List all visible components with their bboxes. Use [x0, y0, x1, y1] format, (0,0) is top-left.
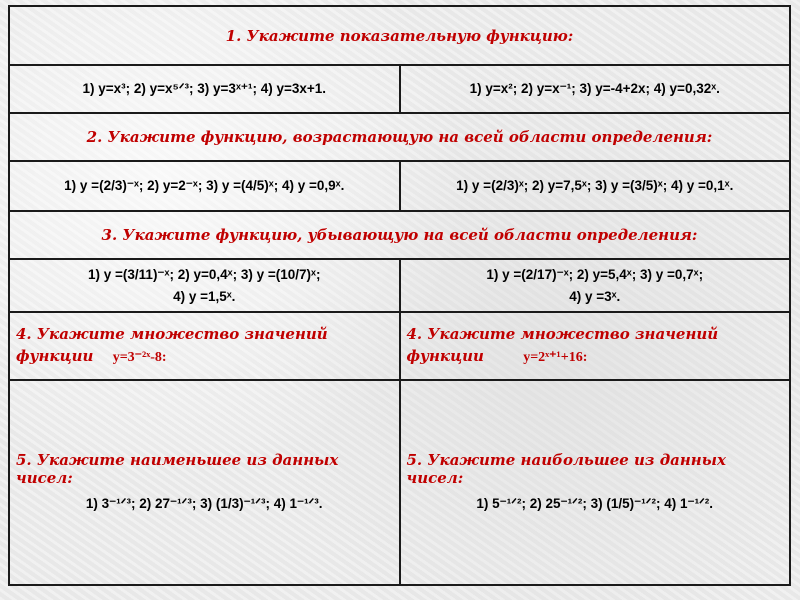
question-3-variant-1-line-2: 4) y =1,5ˣ.: [173, 288, 236, 304]
question-1-header: 1. Укажите показательную функцию:: [9, 6, 790, 65]
question-4-variant-1: [9, 312, 400, 380]
question-2-variant-1: 1) y =(2/3)⁻ˣ; 2) y=2⁻ˣ; 3) y =(4/5)ˣ; 4) y =0,9ˣ.: [9, 161, 400, 211]
question-5-variant-1: [9, 380, 400, 585]
question-4-variant-2: [400, 312, 791, 380]
question-3-variant-2: [400, 259, 791, 312]
question-1-variant-2: 1) y=x²; 2) y=x⁻¹; 3) y=-4+2x; 4) y=0,32ˣ.: [400, 65, 791, 113]
question-5-variant-2: [400, 380, 791, 585]
question-2-variant-2: 1) y =(2/3)ˣ; 2) y=7,5ˣ; 3) y =(3/5)ˣ; 4) y =0,1ˣ.: [400, 161, 791, 211]
question-3-variant-2-line-2: 4) y =3ˣ.: [569, 288, 621, 304]
question-4-variant-2-text: 4. Укажите множество значений функции: [406, 324, 719, 365]
question-5-variant-2-options: 1) 5⁻¹ᐟ²; 2) 25⁻¹ᐟ²; 3) (1/5)⁻¹ᐟ²; 4) 1⁻¹ᐟ².: [476, 495, 714, 511]
question-2-header: 2. Укажите функцию, возрастающую на всей области определения:: [9, 113, 790, 161]
question-5-variant-1-options: 1) 3⁻¹ᐟ³; 2) 27⁻¹ᐟ³; 3) (1/3)⁻¹ᐟ³; 4) 1⁻¹ᐟ³.: [85, 495, 323, 511]
question-4-variant-2-formula: y=2ˣ⁺¹+16:: [523, 349, 588, 365]
test-table: [8, 5, 791, 586]
question-4-variant-1-text: 4. Укажите множество значений функции: [16, 324, 328, 365]
question-5-variant-1-header: 5. Укажите наименьшее из данных чисел:: [16, 450, 339, 487]
question-3-variant-1-line-1: 1) y =(3/11)⁻ˣ; 2) y=0,4ˣ; 3) y =(10/7)ˣ;: [88, 266, 321, 282]
question-3-variant-1: [9, 259, 400, 312]
question-1-variant-1: 1) y=x³; 2) y=x⁵ᐟ³; 3) y=3ˣ⁺¹; 4) y=3x+1.: [9, 65, 400, 113]
question-3-header: 3. Укажите функцию, убывающую на всей области определения:: [9, 211, 790, 259]
question-4-variant-1-formula: y=3⁻²ˣ-8:: [112, 349, 167, 365]
question-3-variant-2-line-1: 1) y =(2/17)⁻ˣ; 2) y=5,4ˣ; 3) y =0,7ˣ;: [486, 266, 704, 282]
question-5-variant-2-header: 5. Укажите наибольшее из данных чисел:: [406, 450, 726, 487]
